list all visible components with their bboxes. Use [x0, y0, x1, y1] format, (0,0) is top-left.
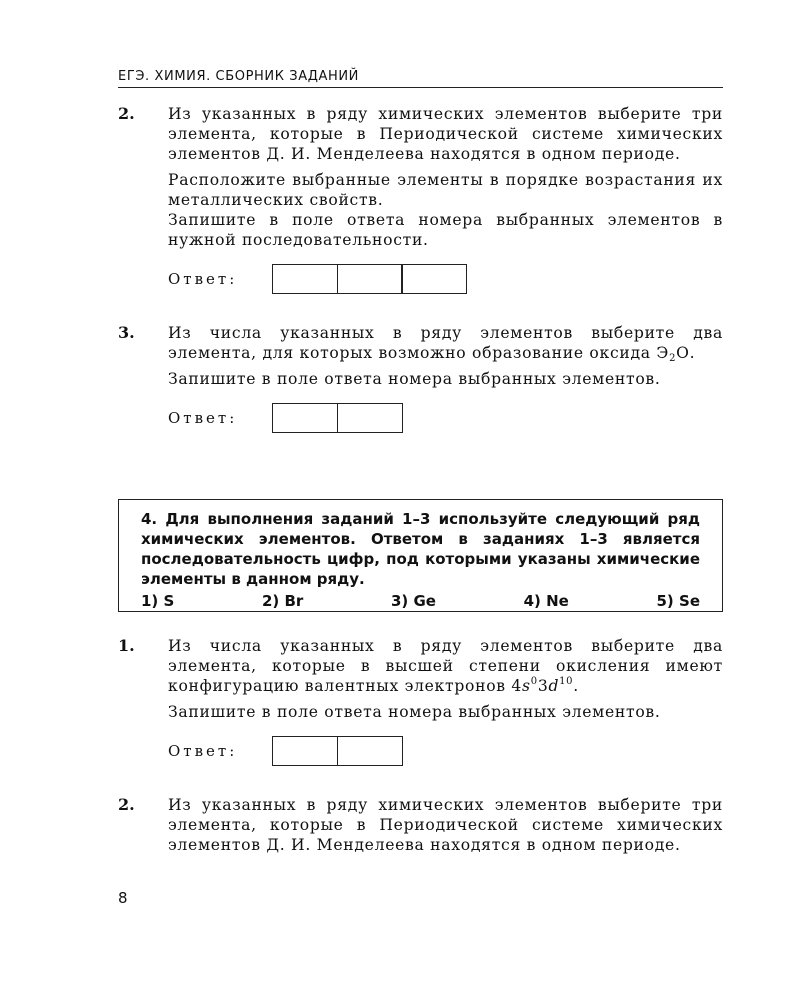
task-paragraph: Запишите в поле ответа номера выбранных элементов в нужной последовательности.: [168, 211, 723, 249]
answer-cell[interactable]: [272, 264, 338, 294]
answer-row: [168, 736, 723, 766]
answer-cells: [272, 403, 403, 433]
answer-cells: [272, 736, 403, 766]
task-1: [118, 636, 723, 766]
task-number: 2.: [118, 795, 135, 814]
answer-cell[interactable]: [337, 403, 403, 433]
task-paragraph: Из указанных в ряду химических элементов выберите три элемента, которые в Периодической системе химических элементов Д. И. Менделеева находятся в одном периоде.: [168, 796, 723, 854]
task-paragraph: Из числа указанных в ряду элементов выберите два элемента, которые в высшей степени окисления имеют конфигурацию валентных электронов $4s^03d^{10}$.: [168, 637, 723, 695]
task-paragraph: Из числа указанных в ряду элементов выберите два элемента, для которых возможно образование оксида $Э_2О$.: [168, 324, 723, 364]
element-item: 4) Ne: [523, 592, 569, 610]
answer-row: [168, 403, 723, 433]
answer-cell[interactable]: [401, 264, 467, 294]
running-head: ЕГЭ. ХИМИЯ. СБОРНИК ЗАДАНИЙ: [118, 69, 359, 84]
header-rule: [118, 87, 723, 88]
answer-cell[interactable]: [337, 264, 403, 294]
task-number: 3.: [118, 323, 135, 342]
task-2-top: [118, 104, 723, 294]
element-item: 3) Ge: [390, 592, 436, 610]
task-paragraph: Из указанных в ряду химических элементов выберите три элемента, которые в Периодической системе химических элементов Д. И. Менделеева находятся в одном периоде.: [168, 105, 723, 163]
answer-label: Ответ:: [168, 409, 238, 427]
task-paragraph: Расположите выбранные элементы в порядке возрастания их металлических свойств.: [168, 171, 723, 209]
answer-label: Ответ:: [168, 270, 238, 288]
task-paragraph: Запишите в поле ответа номера выбранных элементов.: [168, 703, 661, 721]
task-paragraph: Запишите в поле ответа номера выбранных элементов.: [168, 370, 661, 388]
element-item: 2) Br: [261, 592, 304, 610]
task-number: 1.: [118, 636, 135, 655]
instruction-text: 4. Для выполнения заданий 1–3 используйте следующий ряд химических элементов. Ответом в заданиях 1–3 является последовательность цифр, под которыми указаны химические элементы в данном ряду.: [141, 510, 700, 588]
answer-row: [168, 264, 723, 294]
answer-cell[interactable]: [337, 736, 403, 766]
page-number: 8: [118, 889, 128, 907]
answer-label: Ответ:: [168, 742, 238, 760]
task-number: 2.: [118, 104, 135, 123]
element-item: 1) S: [141, 592, 175, 610]
element-item: 5) Se: [656, 592, 700, 610]
task-3: [118, 323, 723, 433]
answer-cells: [272, 264, 467, 294]
instruction-box: [118, 499, 723, 612]
answer-cell[interactable]: [272, 403, 338, 433]
element-list: [141, 591, 700, 611]
task-2-bottom: [118, 795, 723, 861]
answer-cell[interactable]: [272, 736, 338, 766]
